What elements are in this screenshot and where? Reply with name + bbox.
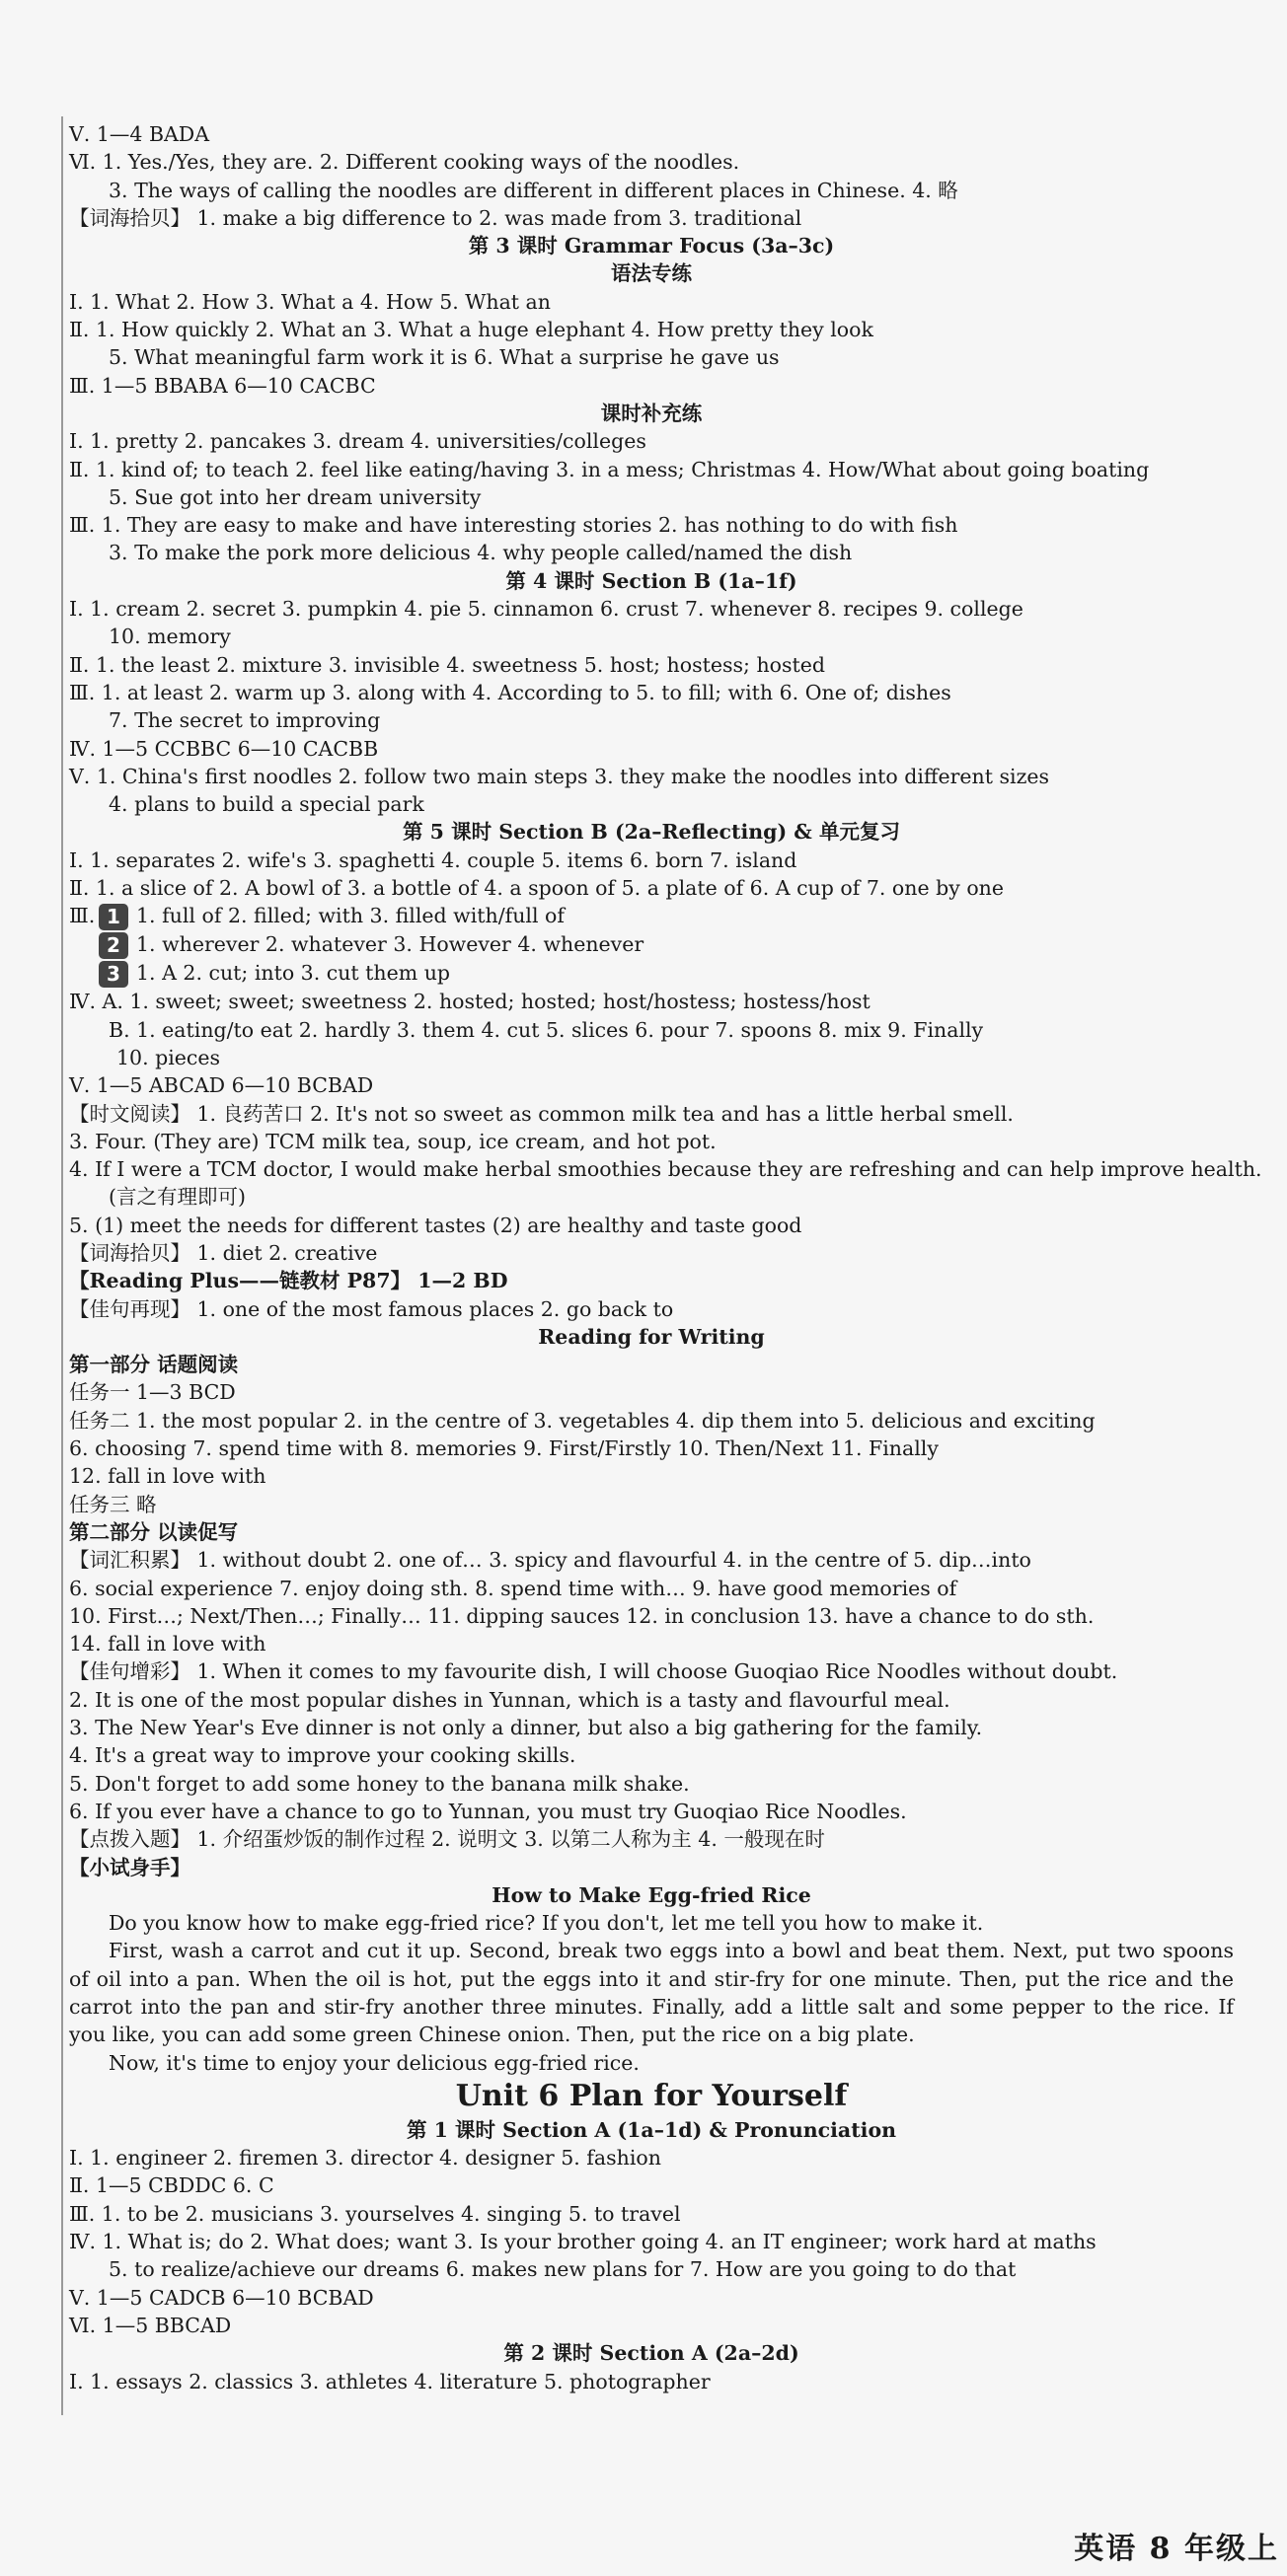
answer-line: Ⅴ. 1—4 BADA [69,122,210,146]
answer-line: 【佳句增彩】 1. When it comes to my favourite dish, I will choose Guoqiao Rice Noodles without doubt. [69,1659,1118,1684]
answer-line: Ⅲ. 1. to be 2. musicians 3. yourselves 4. singing 5. to travel [69,2201,681,2226]
part-heading: 第一部分 话题阅读 [69,1353,239,1377]
sub-number-badge: 2 [99,932,128,959]
answer-line-badged [69,959,1234,988]
answer-line: 3. To make the pork more delicious 4. why people called/named the dish [109,541,853,565]
answer-line: Ⅱ. 1. kind of; to teach 2. feel like eating/having 3. in a mess; Christmas 4. How/What about going boating [69,457,1150,481]
answer-line: Ⅱ. 1. How quickly 2. What an 3. What a huge elephant 4. How pretty they look [69,318,873,342]
answer-line: 7. The secret to improving [109,708,381,733]
part-heading: 【小试身手】 [69,1855,190,1879]
answer-line: (言之有理即可) [109,1185,246,1210]
essay-paragraph: First, wash a carrot and cut it up. Second, break two eggs into a bowl and beat them. Next, put two spoons of oil into a pan. When the oil is hot, put the eggs into it and stir-fry for one minute. Then, put the rice and the carrot into the pan and stir-fry another three minutes. Finally, add a little salt and some pepper to the rice. If you like, you can add some green Chinese onion. Then, put the rice on a big plate. [69,1939,1234,2047]
answer-line: 5. What meaningful farm work it is 6. What a surprise he gave us [109,345,780,370]
section-heading: Reading for Writing [538,1324,765,1349]
answer-line: 任务三 略 [69,1492,157,1516]
page-footer: 英语 8 年级上 [1074,2532,1279,2566]
answer-line: Ⅳ. 1—5 CCBBC 6—10 CACBB [69,736,379,761]
answer-line: 5. to realize/achieve our dreams 6. makes new plans for 7. How are you going to do that [109,2257,1017,2282]
answer-line: 任务一 1—3 BCD [69,1380,236,1405]
answer-line: 10. memory [109,625,231,649]
section-heading: 第 4 课时 Section B (1a–1f) [505,568,797,593]
answer-line: B. 1. eating/to eat 2. hardly 3. them 4. cut 5. slices 6. pour 7. spoons 8. mix 9. Finally [109,1017,984,1042]
answer-line: 【词海拾贝】 1. diet 2. creative [69,1240,378,1265]
answer-line: 12. fall in love with [69,1464,266,1489]
answer-line: 【佳句再现】 1. one of the most famous places 2. go back to [69,1296,674,1321]
answer-line: Ⅰ. 1. pretty 2. pancakes 3. dream 4. universities/colleges [69,429,646,454]
left-margin-rule [61,116,63,2415]
answer-line: 4. If I were a TCM doctor, I would make herbal smoothies because they are refreshing and can help improve health. [69,1157,1262,1182]
part-heading: 第二部分 以读促写 [69,1519,239,1544]
answer-line: 10. First…; Next/Then…; Finally… 11. dipping sauces 12. in conclusion 13. have a chance to do sth. [69,1603,1095,1628]
answer-line-badged [69,930,1234,959]
answer-line: 14. fall in love with [69,1632,266,1656]
section-heading: 第 5 课时 Section B (2a–Reflecting) & 单元复习 [403,820,900,845]
section-heading: 第 1 课时 Section A (1a–1d) & Pronunciation [406,2117,897,2142]
answer-line: 2. It is one of the most popular dishes in Yunnan, which is a tasty and flavourful meal. [69,1687,950,1712]
answer-line: Ⅱ. 1—5 CBDDC 6. C [69,2173,274,2198]
answer-line: Ⅲ. 1—5 BBABA 6—10 CACBC [69,373,376,398]
answer-line: Ⅳ. A. 1. sweet; sweet; sweetness 2. hosted; hosted; host/hostess; hostess/host [69,990,871,1014]
answer-line: Ⅰ. 1. essays 2. classics 3. athletes 4. literature 5. photographer [69,2369,711,2393]
answer-line: 4. It's a great way to improve your cooking skills. [69,1743,576,1768]
answer-line: 3. The New Year's Eve dinner is not only a dinner, but also a big gathering for the family. [69,1716,983,1740]
answer-line: Ⅲ. 1. They are easy to make and have interesting stories 2. has nothing to do with fish [69,513,958,538]
unit-title: Unit 6 Plan for Yourself [455,2078,848,2113]
answer-line: 10. pieces [116,1045,221,1069]
answer-line: Ⅴ. 1—5 ABCAD 6—10 BCBAD [69,1073,374,1098]
answer-text: 1. full of 2. filled; with 3. filled with/full of [136,904,565,928]
answer-line: 5. (1) meet the needs for different tastes (2) are healthy and taste good [69,1213,802,1237]
answer-line: Ⅴ. 1—5 CADCB 6—10 BCBAD [69,2285,374,2310]
answer-line-badged [69,902,1234,930]
answer-line: 4. plans to build a special park [109,792,424,817]
essay-paragraph: Now, it's time to enjoy your delicious egg-fried rice. [109,2050,640,2075]
answer-line: Ⅱ. 1. the least 2. mixture 3. invisible 4. sweetness 5. host; hostess; hosted [69,652,826,677]
answer-line: 【词海拾贝】 1. make a big difference to 2. was made from 3. traditional [69,205,802,230]
answer-line: 3. Four. (They are) TCM milk tea, soup, ice cream, and hot pot. [69,1129,717,1153]
answer-line: Ⅵ. 1. Yes./Yes, they are. 2. Different cooking ways of the noodles. [69,150,740,175]
answer-line: 5. Sue got into her dream university [109,484,482,509]
part-heading: 【Reading Plus——链教材 P87】 1—2 BD [69,1269,508,1293]
sub-number-badge: 1 [99,904,128,930]
answer-line: 3. The ways of calling the noodles are different in different places in Chinese. 4. 略 [109,178,958,202]
answer-line: 5. Don't forget to add some honey to the banana milk shake. [69,1771,690,1796]
answer-line: 6. choosing 7. spend time with 8. memories 9. First/Firstly 10. Then/Next 11. Finally [69,1436,939,1461]
answer-line: 任务二 1. the most popular 2. in the centre of 3. vegetables 4. dip them into 5. delicious and exciting [69,1408,1096,1433]
answer-line: Ⅰ. 1. What 2. How 3. What a 4. How 5. What an [69,289,551,314]
answer-line: Ⅰ. 1. engineer 2. firemen 3. director 4. designer 5. fashion [69,2146,661,2171]
answer-line: 【点拨入题】 1. 介绍蛋炒饭的制作过程 2. 说明文 3. 以第二人称为主 4. 一般现在时 [69,1827,825,1852]
answer-line: 【词汇积累】 1. without doubt 2. one of… 3. spicy and flavourful 4. in the centre of 5. dip…into [69,1548,1031,1573]
section-heading: 第 3 课时 Grammar Focus (3a–3c) [468,234,835,258]
answer-line: 6. If you ever have a chance to go to Yunnan, you must try Guoqiao Rice Noodles. [69,1799,907,1823]
section-heading: How to Make Egg-fried Rice [492,1882,811,1907]
answer-line: Ⅲ. 1. at least 2. warm up 3. along with 4. According to 5. to fill; with 6. One of; dishes [69,680,951,704]
answer-line: Ⅴ. 1. China's first noodles 2. follow two main steps 3. they make the noodles into different sizes [69,764,1050,788]
section-numeral: Ⅲ. [69,904,96,928]
answer-line: 6. social experience 7. enjoy doing sth. 8. spend time with… 9. have good memories of [69,1576,957,1600]
answer-line: Ⅰ. 1. separates 2. wife's 3. spaghetti 4. couple 5. items 6. born 7. island [69,847,797,872]
section-heading: 语法专练 [611,261,692,286]
answer-line: Ⅰ. 1. cream 2. secret 3. pumpkin 4. pie 5. cinnamon 6. crust 7. whenever 8. recipes 9. college [69,597,1023,622]
answer-content [69,120,1262,2395]
essay-paragraph: Do you know how to make egg-fried rice? If you don't, let me tell you how to make it. [109,1911,984,1936]
answer-text: 1. A 2. cut; into 3. cut them up [136,961,451,986]
answer-line: Ⅱ. 1. a slice of 2. A bowl of 3. a bottle of 4. a spoon of 5. a plate of 6. A cup of 7. one by one [69,876,1005,901]
sub-number-badge: 3 [99,961,128,988]
answer-line: Ⅵ. 1—5 BBCAD [69,2313,232,2337]
answer-text: 1. wherever 2. whatever 3. However 4. whenever [136,932,644,957]
answer-line: Ⅳ. 1. What is; do 2. What does; want 3. Is your brother going 4. an IT engineer; work hard at maths [69,2230,1097,2254]
section-heading: 课时补充练 [600,401,703,425]
answer-line: 【时文阅读】 1. 良药苦口 2. It's not so sweet as common milk tea and has a little herbal smell. [69,1101,1014,1126]
section-heading: 第 2 课时 Section A (2a–2d) [503,2341,799,2366]
